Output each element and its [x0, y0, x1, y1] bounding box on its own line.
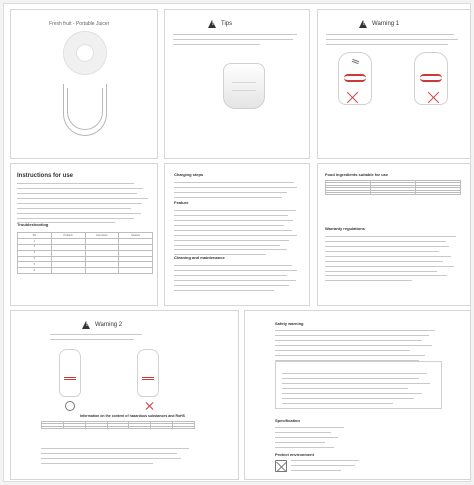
charging-panel [164, 163, 310, 306]
warranty-title: Warranty regulations [325, 226, 365, 231]
feature-title: Feature [174, 200, 189, 205]
troubleshooting-table: SN Problem Instruction Solution 1 2 3 4 5 6 [17, 232, 153, 274]
rohs-table [41, 421, 195, 429]
base-light-image [232, 82, 256, 91]
red-wave-right [420, 74, 442, 82]
x-icon-bottom [144, 401, 154, 411]
red-mark-right [142, 377, 154, 380]
safety-panel [244, 310, 471, 480]
troubleshooting-title: Troubleshooting [17, 222, 49, 227]
protect-environment-title: Protect environment [275, 452, 314, 457]
specification-title: Specification [275, 418, 300, 423]
bottle-image-right [137, 349, 159, 397]
rohs-title: Information on the content of hazardous substances and RoHS [80, 414, 186, 418]
red-mark-left [64, 377, 76, 380]
bottle-image-left [59, 349, 81, 397]
safety-title: Safety warning [275, 321, 304, 326]
warning-icon [208, 20, 217, 28]
instructions-panel [10, 163, 158, 306]
check-icon-left [65, 401, 75, 411]
juicer-ring-image [64, 32, 106, 74]
product-panel [10, 9, 158, 159]
food-table [325, 180, 461, 195]
charging-title: Charging steps [174, 172, 204, 177]
product-title: Fresh fruit - Portable Juicer [49, 21, 110, 27]
cord-image-2 [67, 88, 103, 130]
warning-icon-3 [82, 321, 91, 329]
warning-1-title: Warning 1 [372, 21, 400, 27]
food-ingredients-panel [317, 163, 471, 306]
cleaning-title: Cleaning and maintenance [174, 255, 225, 260]
red-wave-left [344, 74, 366, 82]
safety-box [275, 361, 442, 409]
food-title: Food ingredients suitable for use [325, 172, 389, 177]
recycle-bin-icon [275, 460, 287, 472]
x-icon-right [426, 90, 441, 105]
warning-1-panel [317, 9, 471, 159]
x-icon-left [345, 90, 360, 105]
warning-icon-2 [359, 20, 368, 28]
warning-2-title: Warning 2 [95, 322, 123, 328]
warning-2-panel [10, 310, 239, 480]
tips-title: Tips [221, 21, 233, 27]
instructions-title: Instructions for use [17, 173, 74, 179]
manual-sheet [3, 3, 471, 482]
tips-panel [164, 9, 310, 159]
